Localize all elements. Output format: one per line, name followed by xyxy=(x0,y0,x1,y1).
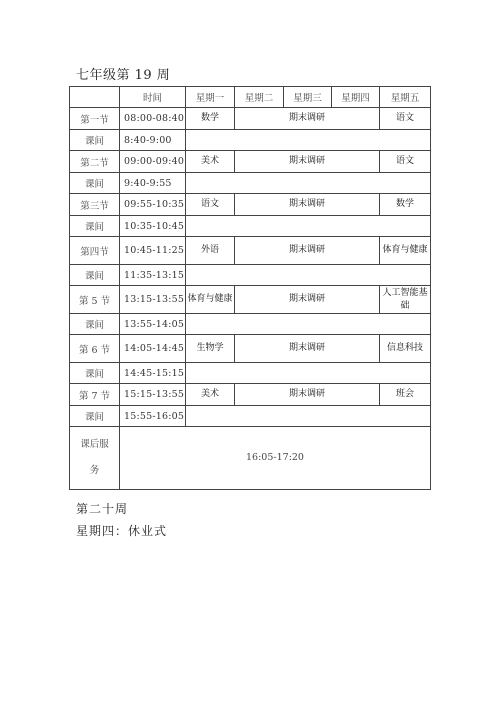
break-row xyxy=(70,216,431,237)
break-label: 课间 xyxy=(70,406,120,427)
schedule-table xyxy=(69,86,431,490)
exam-cell: 期末调研 xyxy=(235,286,380,314)
exam-cell: 期末调研 xyxy=(235,237,380,265)
break-row xyxy=(70,314,431,335)
friday-subject: 语文 xyxy=(380,108,431,130)
monday-subject: 语文 xyxy=(186,194,235,216)
period-row xyxy=(70,335,431,363)
break-empty-cell xyxy=(186,363,431,384)
break-label: 课间 xyxy=(70,216,120,237)
break-time: 15:55-16:05 xyxy=(120,406,186,427)
period-time: 14:05-14:45 xyxy=(120,335,186,363)
break-time: 8:40-9:00 xyxy=(120,130,186,151)
period-row xyxy=(70,384,431,406)
monday-subject: 数学 xyxy=(186,108,235,130)
break-empty-cell xyxy=(186,265,431,286)
period-row xyxy=(70,108,431,130)
break-row xyxy=(70,363,431,384)
after-school-label: 课后服务 xyxy=(70,427,120,490)
period-row xyxy=(70,237,431,265)
period-label: 第一节 xyxy=(70,108,120,130)
break-label: 课间 xyxy=(70,265,120,286)
monday-subject: 体育与健康 xyxy=(186,286,235,314)
break-label: 课间 xyxy=(70,130,120,151)
friday-subject: 班会 xyxy=(380,384,431,406)
period-label: 第四节 xyxy=(70,237,120,265)
period-row xyxy=(70,194,431,216)
monday-subject: 生物学 xyxy=(186,335,235,363)
break-row xyxy=(70,173,431,194)
break-row xyxy=(70,265,431,286)
friday-subject: 体育与健康 xyxy=(380,237,431,265)
period-row xyxy=(70,151,431,173)
header-day: 星期三 xyxy=(284,87,332,108)
friday-subject: 信息科技 xyxy=(380,335,431,363)
friday-subject: 人工智能基础 xyxy=(380,286,431,314)
period-label: 第 6 节 xyxy=(70,335,120,363)
period-time: 09:55-10:35 xyxy=(120,194,186,216)
monday-subject: 美术 xyxy=(186,384,235,406)
break-time: 14:45-15:15 xyxy=(120,363,186,384)
break-label: 课间 xyxy=(70,363,120,384)
break-label: 课间 xyxy=(70,314,120,335)
after-school-time: 16:05-17:20 xyxy=(120,427,431,490)
break-time: 13:55-14:05 xyxy=(120,314,186,335)
header-row xyxy=(70,87,431,108)
period-time: 10:45-11:25 xyxy=(120,237,186,265)
exam-cell: 期末调研 xyxy=(235,384,380,406)
after-school-row xyxy=(70,427,431,490)
break-empty-cell xyxy=(186,173,431,194)
header-day: 星期一 xyxy=(186,87,235,108)
break-empty-cell xyxy=(186,314,431,335)
monday-subject: 外语 xyxy=(186,237,235,265)
header-empty-cell xyxy=(70,87,120,108)
period-time: 15:15-13:55 xyxy=(120,384,186,406)
header-day: 星期二 xyxy=(235,87,284,108)
closing-ceremony-note: 星期四：休业式 xyxy=(76,524,168,538)
break-label: 课间 xyxy=(70,173,120,194)
exam-cell: 期末调研 xyxy=(235,151,380,173)
exam-cell: 期末调研 xyxy=(235,335,380,363)
break-time: 11:35-13:15 xyxy=(120,265,186,286)
break-empty-cell xyxy=(186,406,431,427)
period-label: 第 5 节 xyxy=(70,286,120,314)
break-empty-cell xyxy=(186,130,431,151)
period-time: 08:00-08:40 xyxy=(120,108,186,130)
break-empty-cell xyxy=(186,216,431,237)
monday-subject: 美术 xyxy=(186,151,235,173)
period-label: 第 7 节 xyxy=(70,384,120,406)
friday-subject: 数学 xyxy=(380,194,431,216)
friday-subject: 语文 xyxy=(380,151,431,173)
period-time: 09:00-09:40 xyxy=(120,151,186,173)
exam-cell: 期末调研 xyxy=(235,194,380,216)
break-row xyxy=(70,130,431,151)
week-note: 第二十周 xyxy=(76,502,129,516)
period-label: 第三节 xyxy=(70,194,120,216)
header-day: 星期四 xyxy=(332,87,380,108)
header-day: 星期五 xyxy=(380,87,431,108)
period-label: 第二节 xyxy=(70,151,120,173)
page-title: 七年级第 19 周 xyxy=(76,68,171,83)
break-time: 10:35-10:45 xyxy=(120,216,186,237)
period-time: 13:15-13:55 xyxy=(120,286,186,314)
header-time: 时间 xyxy=(120,87,186,108)
break-time: 9:40-9:55 xyxy=(120,173,186,194)
period-row xyxy=(70,286,431,314)
break-row xyxy=(70,406,431,427)
exam-cell: 期末调研 xyxy=(235,108,380,130)
